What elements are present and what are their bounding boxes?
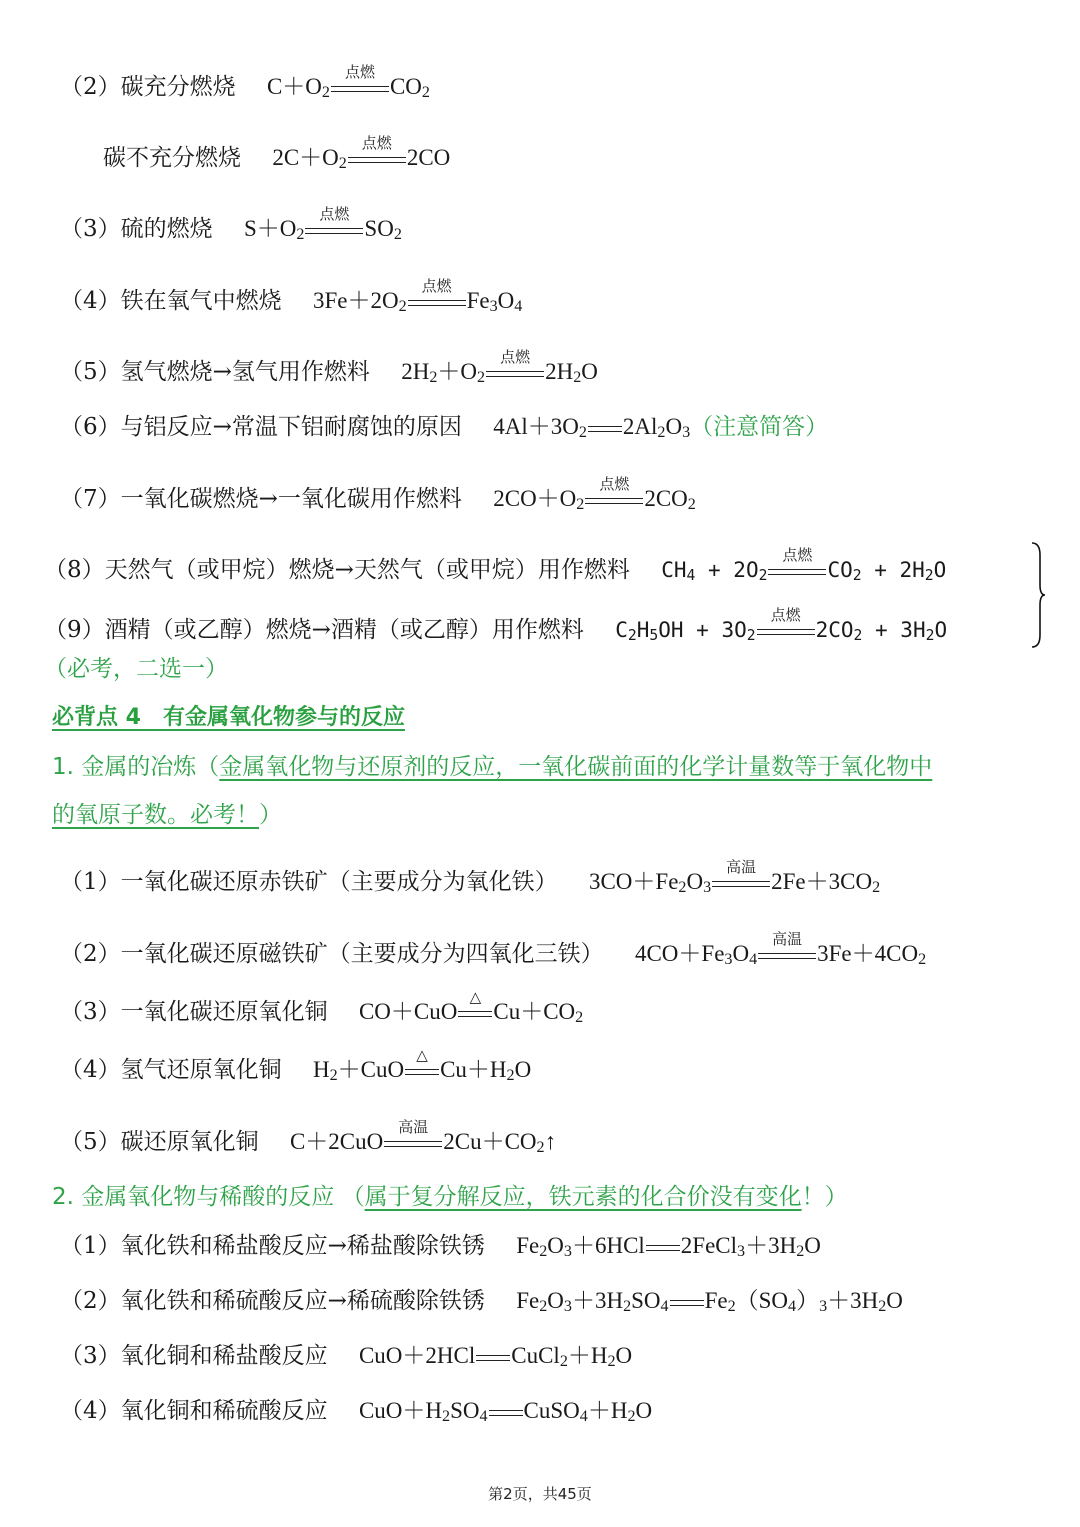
equation: $2CO+O_2$ 点燃 $2CO_2$ bbox=[493, 475, 696, 514]
equation: $4CO+Fe_3O_4$ 高温 $3Fe+4CO_2$ bbox=[634, 930, 927, 969]
right-brace-icon bbox=[1030, 541, 1046, 649]
equation: $3Fe+2O_2$ 点燃 $Fe_3O_4$ bbox=[312, 277, 523, 316]
equals-sign bbox=[646, 1241, 680, 1253]
heat-icon: △ bbox=[416, 1046, 428, 1064]
reaction-label: 天然气（或甲烷）燃烧→天然气（或甲烷）用作燃料 bbox=[104, 557, 630, 583]
condition-label: 点燃 bbox=[319, 205, 350, 223]
item-number: （4） bbox=[60, 288, 121, 314]
section-title-text: 必背点 4 有金属氧化物参与的反应 bbox=[52, 705, 405, 730]
item-number: （5） bbox=[60, 1129, 121, 1155]
equals-arrow bbox=[585, 475, 643, 506]
smelting-note-cont: 的氧原子数。必考！ bbox=[52, 802, 259, 828]
equals-sign bbox=[476, 1351, 510, 1363]
reaction-hematite bbox=[60, 858, 881, 897]
reaction-carbon-incomplete bbox=[103, 134, 451, 173]
item-number: （8） bbox=[44, 557, 105, 583]
equation: CO＋CuO △ $Cu+CO_2$ bbox=[358, 988, 584, 1027]
equals-arrow bbox=[331, 63, 389, 94]
equals-arrow bbox=[768, 546, 826, 577]
item-number: （6） bbox=[60, 414, 121, 440]
note-answer-hint: （注意简答） bbox=[690, 414, 829, 440]
equation: $CH_4 + 2O_2$ 点燃 $CO_2 + 2H_2O$ bbox=[661, 546, 947, 584]
equals-arrow bbox=[305, 205, 363, 236]
equals-arrow bbox=[486, 348, 544, 379]
choose-one-note: （必考，二选一） bbox=[44, 656, 228, 682]
smelting-heading bbox=[52, 752, 932, 782]
item-number: （3） bbox=[60, 216, 121, 242]
equation: CuO＋2HCl $CuCl_2+H_2O$ bbox=[358, 1343, 633, 1371]
item-number: （5） bbox=[60, 359, 121, 385]
equation: $2C+O_2$ 点燃 2CO bbox=[272, 134, 451, 173]
section-title bbox=[52, 703, 405, 733]
equals-sign bbox=[489, 1406, 523, 1418]
reaction-label: 碳充分燃烧 bbox=[120, 74, 236, 100]
reaction-magnetite bbox=[60, 930, 927, 969]
reaction-iron bbox=[60, 277, 523, 316]
reaction-fe2o3-hcl bbox=[60, 1231, 821, 1261]
equals-arrow bbox=[458, 988, 492, 1019]
condition-label: 高温 bbox=[772, 930, 803, 948]
reaction-label: 与铝反应→常温下铝耐腐蚀的原因 bbox=[120, 414, 462, 440]
reaction-fe2o3-h2so4 bbox=[60, 1286, 903, 1316]
equation: $2H_2+O_2$ 点燃 $2H_2O$ bbox=[401, 348, 598, 387]
reaction-methane bbox=[44, 546, 947, 585]
reaction-carbon-full bbox=[60, 63, 430, 102]
item-number: （1） bbox=[60, 1233, 121, 1259]
closing-paren: ！） bbox=[801, 1184, 848, 1210]
reaction-label: 一氧化碳还原赤铁矿（主要成分为氧化铁） bbox=[120, 869, 558, 895]
reaction-label: 氢气燃烧→氢气用作燃料 bbox=[120, 359, 370, 385]
reaction-ethanol bbox=[44, 606, 948, 645]
reaction-carbon-monoxide bbox=[60, 475, 696, 514]
condition-label: 高温 bbox=[398, 1118, 429, 1136]
equation: $4Al+3O_2$ $2Al_2O_3$ bbox=[493, 414, 691, 442]
closing-paren: ） bbox=[259, 802, 282, 828]
item-number: （2） bbox=[60, 74, 121, 100]
reaction-aluminium bbox=[60, 412, 828, 442]
equation: $S+O_2$ 点燃 $SO_2$ bbox=[243, 205, 402, 244]
reaction-label: 氧化铁和稀盐酸反应→稀盐酸除铁锈 bbox=[120, 1233, 485, 1259]
acid-note: 属于复分解反应，铁元素的化合价没有变化 bbox=[364, 1184, 802, 1210]
reaction-h2-cuo bbox=[60, 1046, 532, 1085]
equals-sign bbox=[588, 422, 622, 434]
item-number: （3） bbox=[60, 999, 121, 1025]
reaction-label: 碳还原氧化铜 bbox=[120, 1129, 259, 1155]
equals-arrow bbox=[712, 858, 770, 889]
equals-arrow bbox=[405, 1046, 439, 1077]
item-number: （2） bbox=[60, 941, 121, 967]
condition-label: 高温 bbox=[726, 858, 757, 876]
reaction-label: 硫的燃烧 bbox=[120, 216, 213, 242]
condition-label: 点燃 bbox=[770, 606, 801, 624]
reaction-label: 一氧化碳燃烧→一氧化碳用作燃料 bbox=[120, 486, 462, 512]
smelting-note: 金属氧化物与还原剂的反应，一氧化碳前面的化学计量数等于氧化物中 bbox=[219, 754, 933, 780]
reaction-label: 一氧化碳还原磁铁矿（主要成分为四氧化三铁） bbox=[120, 941, 604, 967]
item-number: （7） bbox=[60, 486, 121, 512]
reaction-label: 酒精（或乙醇）燃烧→酒精（或乙醇）用作燃料 bbox=[104, 617, 584, 643]
equation: $CuO+H_2SO_4$ $CuSO_4+H_2O$ bbox=[358, 1398, 653, 1426]
reaction-label: 氧化铜和稀盐酸反应 bbox=[120, 1343, 328, 1369]
heat-icon: △ bbox=[469, 988, 482, 1006]
reaction-label: 碳不充分燃烧 bbox=[103, 145, 241, 171]
equals-sign bbox=[670, 1296, 704, 1308]
equation: $C_2H_5OH + 3O_2$ 点燃 $2CO_2 + 3H_2O$ bbox=[615, 606, 948, 644]
item-number: （9） bbox=[44, 617, 105, 643]
smelting-heading-cont bbox=[52, 800, 282, 830]
reaction-cuo-h2so4 bbox=[60, 1396, 652, 1426]
equation: C＋2CuO 高温 $2Cu+CO_2↑$ bbox=[289, 1118, 557, 1157]
equation: $3CO+Fe_2O_3$ 高温 $2Fe+3CO_2$ bbox=[588, 858, 881, 897]
reaction-hydrogen bbox=[60, 348, 598, 387]
item-number: （4） bbox=[60, 1398, 121, 1424]
reaction-cuo-hcl bbox=[60, 1341, 632, 1371]
page-footer: 第2页，共45页 bbox=[488, 1485, 592, 1503]
reaction-label: 氧化铁和稀硫酸反应→稀硫酸除铁锈 bbox=[120, 1288, 485, 1314]
reaction-label: 氢气还原氧化铜 bbox=[120, 1057, 282, 1083]
equals-arrow bbox=[757, 606, 815, 637]
reaction-label: 一氧化碳还原氧化铜 bbox=[120, 999, 328, 1025]
equals-arrow bbox=[758, 930, 816, 961]
equation: $Fe_2O_3+3H_2SO_4$ $Fe_2(SO_4)_3+3H_2O$ bbox=[516, 1288, 903, 1316]
condition-label: 点燃 bbox=[782, 546, 813, 564]
condition-label: 点燃 bbox=[344, 63, 375, 81]
equals-arrow bbox=[384, 1118, 442, 1149]
acid-heading bbox=[52, 1182, 848, 1212]
equation: $Fe_2O_3+6HCl$ $2FeCl_3+3H_2O$ bbox=[516, 1233, 821, 1261]
subsection-heading: 2. 金属氧化物与稀酸的反应 （ bbox=[52, 1184, 365, 1210]
reaction-sulfur bbox=[60, 205, 402, 244]
equation: $C+O_2$ 点燃 $CO_2$ bbox=[266, 63, 430, 102]
reaction-label: 氧化铜和稀硫酸反应 bbox=[120, 1398, 328, 1424]
subsection-heading: 1. 金属的冶炼（ bbox=[52, 754, 220, 780]
reaction-label: 铁在氧气中燃烧 bbox=[120, 288, 282, 314]
reaction-co-cuo bbox=[60, 988, 584, 1027]
item-number: （1） bbox=[60, 869, 121, 895]
item-number: （4） bbox=[60, 1057, 121, 1083]
equals-arrow bbox=[408, 277, 466, 308]
equals-arrow bbox=[348, 134, 406, 165]
condition-label: 点燃 bbox=[421, 277, 452, 295]
reaction-c-cuo bbox=[60, 1118, 557, 1157]
item-number: （2） bbox=[60, 1288, 121, 1314]
item-number: （3） bbox=[60, 1343, 121, 1369]
equation: $H_2+CuO$ △ $Cu+H_2O$ bbox=[312, 1046, 532, 1085]
condition-label: 点燃 bbox=[500, 348, 531, 366]
condition-label: 点燃 bbox=[361, 134, 392, 152]
condition-label: 点燃 bbox=[599, 475, 630, 493]
